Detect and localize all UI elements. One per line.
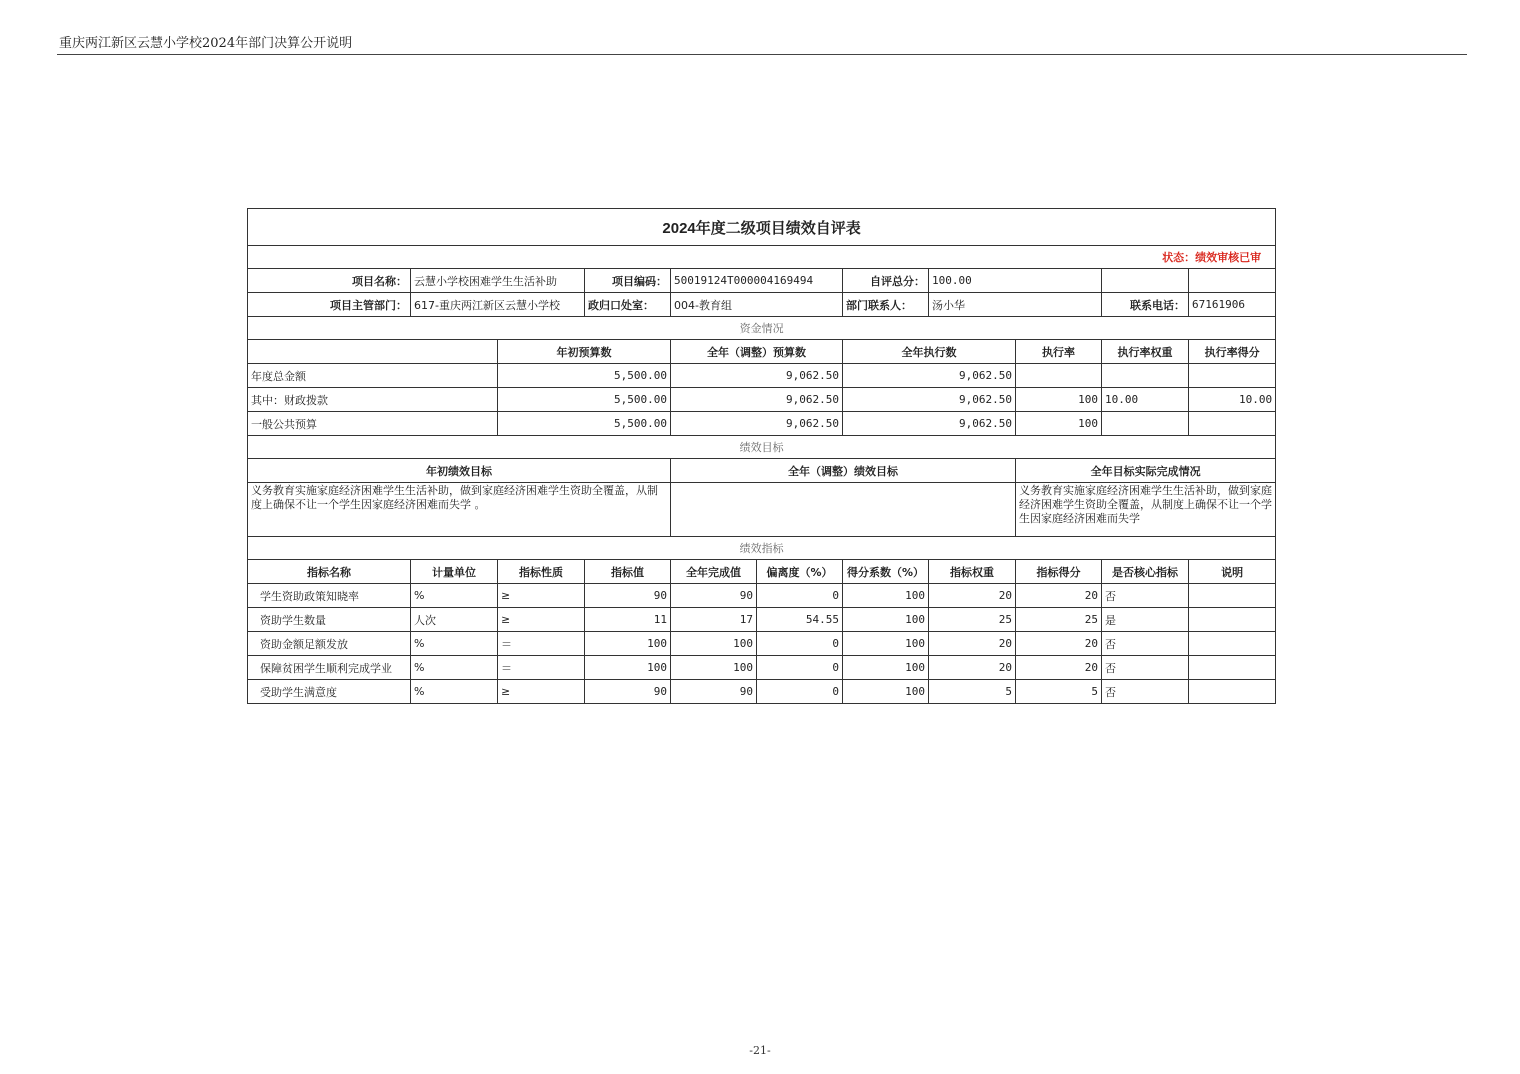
office-value: 004-教育组 <box>671 293 843 317</box>
goals-header-actual: 全年目标实际完成情况 <box>1016 459 1276 483</box>
ind-name: 学生资助政策知晓率 <box>248 584 411 608</box>
funds-header-blank <box>248 340 498 364</box>
ind-completed: 90 <box>671 584 757 608</box>
funds-adjusted: 9,062.50 <box>671 412 843 436</box>
funds-name: 年度总金额 <box>248 364 498 388</box>
funds-header-weight: 执行率权重 <box>1102 340 1189 364</box>
self-score-value: 100.00 <box>929 269 1102 293</box>
indicator-row <box>248 656 1276 680</box>
ind-deviation: 0 <box>757 656 843 680</box>
ind-deviation: 0 <box>757 632 843 656</box>
ind-score: 20 <box>1016 632 1102 656</box>
ind-unit: % <box>411 680 498 704</box>
funds-section-title: 资金情况 <box>248 317 1276 340</box>
ind-note <box>1189 632 1276 656</box>
document-title: 重庆两江新区云慧小学校2024年部门决算公开说明 <box>59 36 353 51</box>
ind-unit: % <box>411 584 498 608</box>
ind-note <box>1189 680 1276 704</box>
dept-label: 项目主管部门： <box>248 293 411 317</box>
funds-header-budget: 年初预算数 <box>498 340 671 364</box>
indicators-section-title: 绩效指标 <box>248 537 1276 560</box>
ind-header-deviation: 偏离度（%） <box>757 560 843 584</box>
funds-name: 一般公共预算 <box>248 412 498 436</box>
page-number: -21- <box>749 1044 771 1057</box>
ind-header-weight: 指标权重 <box>929 560 1016 584</box>
ind-deviation: 0 <box>757 680 843 704</box>
performance-self-evaluation-form <box>247 208 1276 704</box>
status-label: 状态：绩效审核已审 <box>248 246 1276 269</box>
funds-budget: 5,500.00 <box>498 388 671 412</box>
funds-weight <box>1102 412 1189 436</box>
ind-note <box>1189 608 1276 632</box>
ind-header-nature: 指标性质 <box>498 560 585 584</box>
ind-note <box>1189 584 1276 608</box>
funds-weight: 10.00 <box>1102 388 1189 412</box>
project-name-label: 项目名称： <box>248 269 411 293</box>
funds-executed: 9,062.50 <box>843 412 1016 436</box>
ind-header-target: 指标值 <box>585 560 671 584</box>
ind-score: 25 <box>1016 608 1102 632</box>
funds-header-adjusted: 全年（调整）预算数 <box>671 340 843 364</box>
ind-score: 20 <box>1016 584 1102 608</box>
contact-value: 汤小华 <box>929 293 1102 317</box>
empty-cell <box>1189 269 1276 293</box>
ind-completed: 90 <box>671 680 757 704</box>
ind-target: 11 <box>585 608 671 632</box>
phone-label: 联系电话： <box>1102 293 1189 317</box>
ind-core: 否 <box>1102 656 1189 680</box>
funds-budget: 5,500.00 <box>498 412 671 436</box>
funds-header-score: 执行率得分 <box>1189 340 1276 364</box>
ind-weight: 20 <box>929 632 1016 656</box>
ind-weight: 20 <box>929 656 1016 680</box>
ind-name: 受助学生满意度 <box>248 680 411 704</box>
funds-adjusted: 9,062.50 <box>671 388 843 412</box>
funds-adjusted: 9,062.50 <box>671 364 843 388</box>
indicator-row <box>248 608 1276 632</box>
ind-nature: ≥ <box>498 608 585 632</box>
goals-header-initial: 年初绩效目标 <box>248 459 671 483</box>
project-name-value: 云慧小学校困难学生生活补助 <box>411 269 585 293</box>
ind-name: 资助学生数量 <box>248 608 411 632</box>
phone-value: 67161906 <box>1189 293 1276 317</box>
goals-adjusted-text <box>671 483 1016 537</box>
ind-target: 100 <box>585 656 671 680</box>
ind-unit: % <box>411 656 498 680</box>
contact-label: 部门联系人： <box>843 293 929 317</box>
ind-header-score: 指标得分 <box>1016 560 1102 584</box>
ind-coefficient: 100 <box>843 608 929 632</box>
funds-row <box>248 388 1276 412</box>
funds-rate: 100 <box>1016 388 1102 412</box>
dept-value: 617-重庆两江新区云慧小学校 <box>411 293 585 317</box>
funds-rate: 100 <box>1016 412 1102 436</box>
ind-coefficient: 100 <box>843 632 929 656</box>
ind-target: 100 <box>585 632 671 656</box>
funds-rate <box>1016 364 1102 388</box>
ind-coefficient: 100 <box>843 584 929 608</box>
goals-initial-text: 义务教育实施家庭经济困难学生生活补助，做到家庭经济困难学生资助全覆盖，从制度上确保不让一个学生因家庭经济困难而失学 。 <box>248 483 671 537</box>
ind-unit: 人次 <box>411 608 498 632</box>
ind-header-coefficient: 得分系数（%） <box>843 560 929 584</box>
ind-completed: 100 <box>671 656 757 680</box>
indicator-row <box>248 584 1276 608</box>
ind-weight: 5 <box>929 680 1016 704</box>
ind-core: 否 <box>1102 680 1189 704</box>
form-title: 2024年度二级项目绩效自评表 <box>248 209 1276 246</box>
ind-score: 5 <box>1016 680 1102 704</box>
ind-nature: ≥ <box>498 584 585 608</box>
ind-name: 保障贫困学生顺利完成学业 <box>248 656 411 680</box>
ind-deviation: 0 <box>757 584 843 608</box>
project-code-label: 项目编码： <box>585 269 671 293</box>
project-code-value: 50019124T000004169494 <box>671 269 843 293</box>
ind-target: 90 <box>585 584 671 608</box>
funds-header-rate: 执行率 <box>1016 340 1102 364</box>
ind-note <box>1189 656 1276 680</box>
indicator-row <box>248 632 1276 656</box>
ind-nature: ＝ <box>498 656 585 680</box>
ind-weight: 20 <box>929 584 1016 608</box>
ind-header-completed: 全年完成值 <box>671 560 757 584</box>
funds-score <box>1189 412 1276 436</box>
ind-nature: ＝ <box>498 632 585 656</box>
funds-score <box>1189 364 1276 388</box>
ind-header-note: 说明 <box>1189 560 1276 584</box>
ind-deviation: 54.55 <box>757 608 843 632</box>
funds-row <box>248 364 1276 388</box>
ind-core: 是 <box>1102 608 1189 632</box>
goals-header-adjusted: 全年（调整）绩效目标 <box>671 459 1016 483</box>
funds-weight <box>1102 364 1189 388</box>
ind-core: 否 <box>1102 584 1189 608</box>
office-label: 政归口处室： <box>585 293 671 317</box>
ind-core: 否 <box>1102 632 1189 656</box>
funds-score: 10.00 <box>1189 388 1276 412</box>
ind-coefficient: 100 <box>843 656 929 680</box>
funds-name: 其中：财政拨款 <box>248 388 498 412</box>
ind-target: 90 <box>585 680 671 704</box>
funds-executed: 9,062.50 <box>843 364 1016 388</box>
ind-coefficient: 100 <box>843 680 929 704</box>
empty-cell <box>1102 269 1189 293</box>
funds-executed: 9,062.50 <box>843 388 1016 412</box>
ind-header-unit: 计量单位 <box>411 560 498 584</box>
ind-header-core: 是否核心指标 <box>1102 560 1189 584</box>
funds-row <box>248 412 1276 436</box>
ind-weight: 25 <box>929 608 1016 632</box>
ind-completed: 17 <box>671 608 757 632</box>
ind-header-name: 指标名称 <box>248 560 411 584</box>
ind-unit: % <box>411 632 498 656</box>
indicator-row <box>248 680 1276 704</box>
ind-nature: ≥ <box>498 680 585 704</box>
self-score-label: 自评总分： <box>843 269 929 293</box>
page-header <box>57 30 1467 55</box>
funds-header-executed: 全年执行数 <box>843 340 1016 364</box>
ind-name: 资助金额足额发放 <box>248 632 411 656</box>
ind-score: 20 <box>1016 656 1102 680</box>
goals-section-title: 绩效目标 <box>248 436 1276 459</box>
ind-completed: 100 <box>671 632 757 656</box>
funds-budget: 5,500.00 <box>498 364 671 388</box>
goals-actual-text: 义务教育实施家庭经济困难学生生活补助，做到家庭经济困难学生资助全覆盖，从制度上确保不让一个学生因家庭经济困难而失学 <box>1016 483 1276 537</box>
